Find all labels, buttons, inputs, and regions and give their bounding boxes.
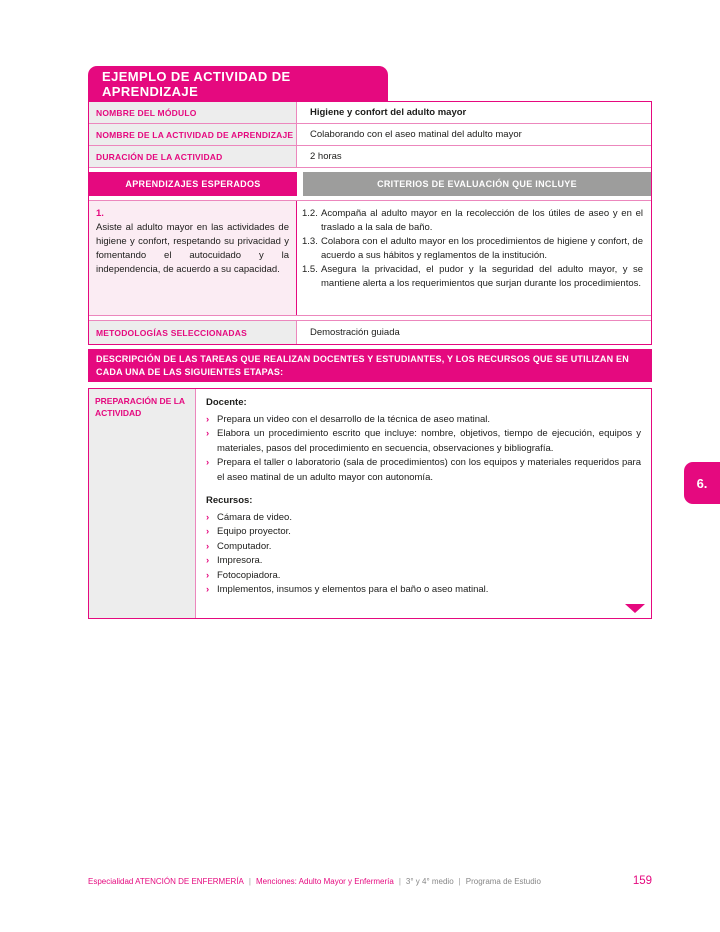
description-banner: DESCRIPCIÓN DE LAS TAREAS QUE REALIZAN DOCENTES Y ESTUDIANTES, Y LOS RECURSOS QUE SE UTILIZAN EN CADA UNA DE LAS SIGUIENTES ETAPAS: — [88, 349, 652, 382]
bullet-icon: › — [206, 457, 210, 468]
module-name-value: Higiene y confort del adulto mayor — [310, 107, 467, 118]
bullet-icon: › — [206, 526, 210, 537]
list-item — [302, 263, 643, 291]
list-item — [206, 583, 641, 598]
page-title: EJEMPLO DE ACTIVIDAD DE APRENDIZAJE — [88, 66, 388, 101]
expected-learning-cell — [89, 201, 297, 315]
recurso-item: Computador. — [217, 540, 272, 552]
evaluation-criteria-header: CRITERIOS DE EVALUACIÓN QUE INCLUYE — [303, 172, 651, 196]
list-item — [206, 554, 641, 569]
list-item — [206, 525, 641, 540]
methodology-row — [89, 320, 651, 344]
list-item — [206, 569, 641, 584]
activity-name-value: Colaborando con el aseo matinal del adulto mayor — [310, 129, 522, 140]
objective-text: Asiste al adulto mayor en las actividades de higiene y confort, respetando su privacidad y fomentando el autocuidado y la independencia, de acuerdo a su capacidad. — [96, 222, 289, 275]
page-number: 159 — [632, 875, 652, 887]
footer-specialty: Especialidad ATENCIÓN DE ENFERMERÍA — [88, 877, 244, 886]
continuation-arrow-icon — [625, 604, 645, 613]
learning-header-row — [89, 172, 651, 196]
list-item — [206, 540, 641, 555]
footer-separator: | — [248, 877, 251, 886]
duration-label: DURACIÓN DE LA ACTIVIDAD — [89, 146, 297, 167]
preparation-label: PREPARACIÓN DE LA ACTIVIDAD — [89, 389, 196, 618]
criterion-text: Colabora con el adulto mayor en los procedimientos de higiene y confort, de acuerdo a sus hábitos y reglamentos de la institución. — [321, 236, 643, 261]
bullet-icon: › — [206, 584, 210, 595]
docente-item: Elabora un procedimiento escrito que incluye: nombre, objetivos, tiempo de ejecución, equipos y materiales, pasos del procedimiento en secuencia, observaciones y bibliografía. — [217, 428, 641, 454]
recurso-item: Impresora. — [217, 555, 263, 566]
criteria-cell — [297, 201, 651, 315]
recurso-item: Fotocopiadora. — [217, 569, 281, 581]
activity-name-label: NOMBRE DE LA ACTIVIDAD DE APRENDIZAJE — [89, 124, 297, 145]
preparation-body — [196, 389, 651, 618]
table-row — [89, 124, 651, 146]
chapter-tab: 6. — [684, 462, 720, 504]
expected-learning-header: APRENDIZAJES ESPERADOS — [89, 172, 297, 196]
list-item — [302, 235, 643, 263]
bullet-icon: › — [206, 540, 210, 552]
list-item — [206, 413, 641, 428]
recursos-heading: Recursos: — [206, 495, 253, 506]
recurso-item: Implementos, insumos y elementos para el baño o aseo matinal. — [217, 584, 489, 595]
footer-grade: 3° y 4° medio — [405, 877, 454, 886]
docente-item: Prepara un video con el desarrollo de la técnica de aseo matinal. — [217, 413, 491, 425]
learning-content-row — [89, 200, 651, 316]
criterion-text: Asegura la privacidad, el pudor y la seguridad del adulto mayor, y se mantiene alerta a los requerimientos que surjan durante los procedimientos. — [321, 264, 643, 289]
table-row — [89, 146, 651, 168]
footer-separator: | — [398, 877, 401, 886]
bullet-icon: › — [206, 428, 210, 439]
criterion-number: 1.3. — [302, 236, 318, 247]
bullet-icon: › — [206, 569, 210, 581]
page-footer — [88, 875, 652, 887]
methodology-label: METODOLOGÍAS SELECCIONADAS — [89, 321, 297, 344]
activity-sheet — [88, 66, 652, 619]
footer-program: Programa de Estudio — [465, 877, 541, 886]
methodology-value: Demostración guiada — [310, 327, 400, 338]
docente-item: Prepara el taller o laboratorio (sala de procedimientos) con los equipos y materiales requeridos para el aseo matinal de un adulto mayor con autonomía. — [217, 457, 641, 483]
list-item — [206, 511, 641, 526]
list-item — [206, 427, 641, 456]
list-item — [206, 456, 641, 485]
table-row — [89, 102, 651, 124]
bullet-icon: › — [206, 511, 210, 523]
recurso-item: Equipo proyector. — [217, 526, 291, 537]
list-item — [302, 207, 643, 235]
module-name-label: NOMBRE DEL MÓDULO — [89, 102, 297, 123]
criterion-number: 1.5. — [302, 264, 318, 275]
objective-number: 1. — [96, 208, 104, 219]
recurso-item: Cámara de video. — [217, 511, 292, 523]
bullet-icon: › — [206, 555, 210, 566]
preparation-table — [88, 388, 652, 619]
criterion-text: Acompaña al adulto mayor en la recolección de los útiles de aseo y en el traslado a la sala de baño. — [321, 208, 643, 233]
footer-mentions: Menciones: Adulto Mayor y Enfermería — [255, 877, 394, 886]
duration-value: 2 horas — [310, 151, 342, 162]
activity-info-table — [88, 101, 652, 345]
criterion-number: 1.2. — [302, 208, 318, 219]
bullet-icon: › — [206, 413, 210, 425]
footer-separator: | — [458, 877, 461, 886]
docente-heading: Docente: — [206, 397, 247, 408]
